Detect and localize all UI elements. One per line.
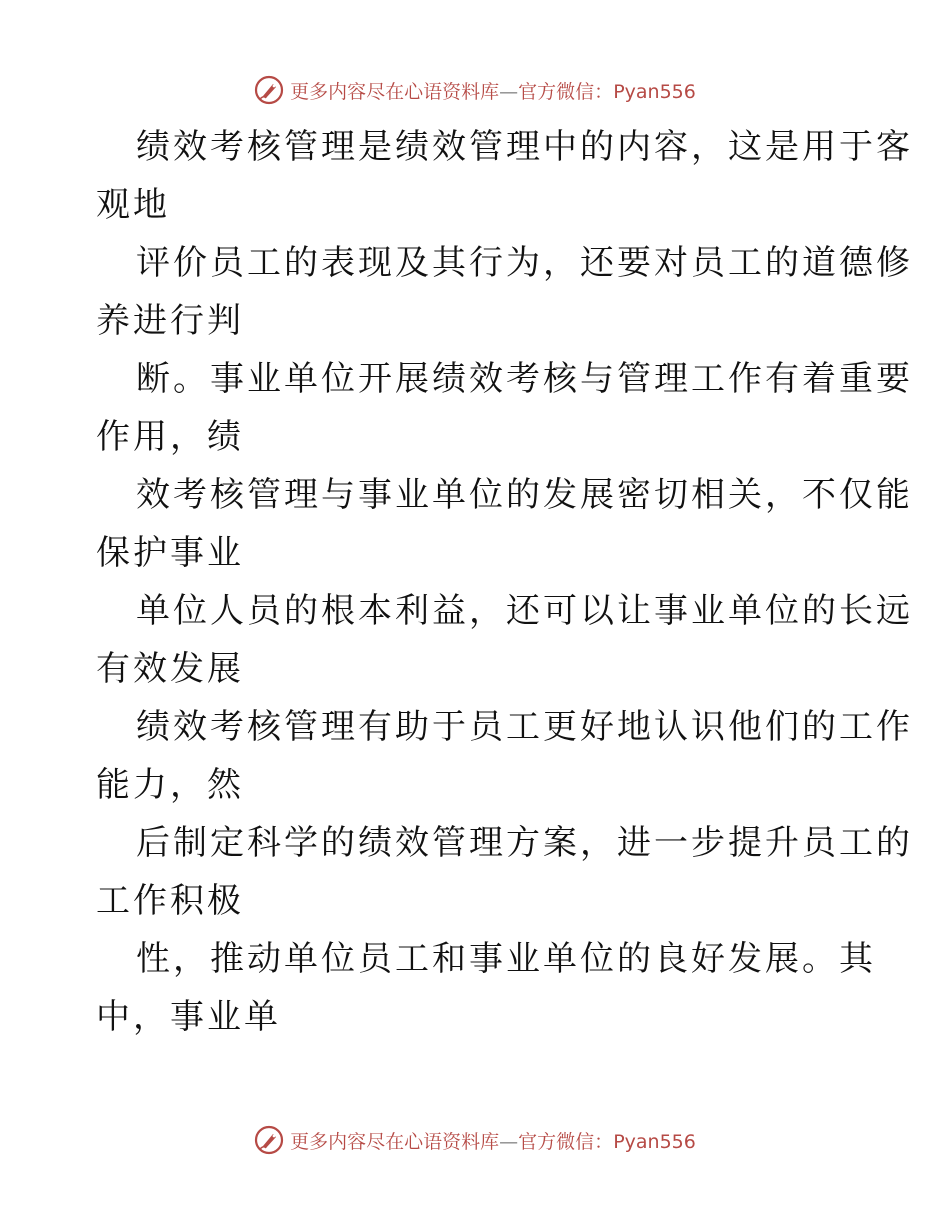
- text-line: 养进行判: [96, 301, 244, 341]
- text-line: 后制定科学的绩效管理方案，进一步提升员工的: [136, 823, 913, 863]
- text-line: 观地: [96, 185, 170, 225]
- text-line: 断。事业单位开展绩效考核与管理工作有着重要: [136, 359, 913, 399]
- text-line: 性，推动单位员工和事业单位的良好发展。其: [136, 939, 876, 979]
- text-line: 评价员工的表现及其行为，还要对员工的道德修: [136, 243, 913, 283]
- footer-watermark: [0, 1122, 950, 1158]
- text-line: 作用，绩: [96, 417, 244, 457]
- text-line: 绩效考核管理是绩效管理中的内容，这是用于客: [136, 127, 913, 167]
- watermark-text: 更多内容尽在心语资料库—官方微信：Pyan556: [290, 1130, 696, 1153]
- text-line: 保护事业: [96, 533, 244, 573]
- text-line: 效考核管理与事业单位的发展密切相关，不仅能: [136, 475, 913, 515]
- text-line: 有效发展: [96, 649, 244, 689]
- text-line: 单位人员的根本利益，还可以让事业单位的长远: [136, 591, 913, 631]
- text-line: 绩效考核管理有助于员工更好地认识他们的工作: [136, 707, 913, 747]
- text-line: 中，事业单: [96, 997, 281, 1037]
- pen-nib-logo-icon: [254, 1125, 284, 1155]
- text-line: 能力，然: [96, 765, 244, 805]
- pen-nib-logo-icon: [254, 75, 284, 105]
- text-line: 工作积极: [96, 881, 244, 921]
- header-watermark: [0, 72, 950, 108]
- watermark-text: 更多内容尽在心语资料库—官方微信：Pyan556: [290, 80, 696, 103]
- document-body: [96, 118, 913, 1046]
